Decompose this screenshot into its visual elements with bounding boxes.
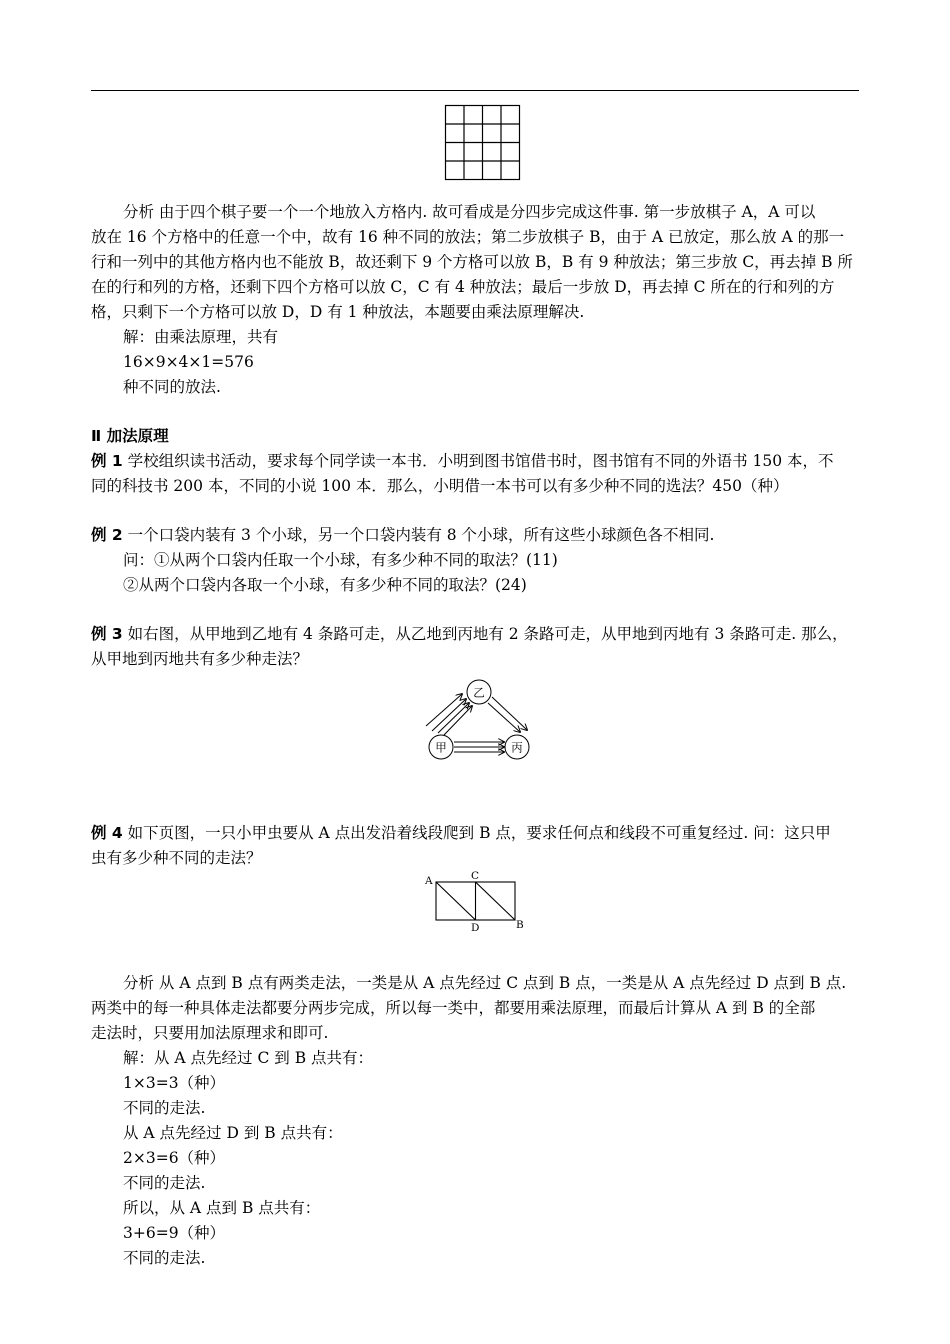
solution-line: 不同的走法. bbox=[123, 1249, 206, 1267]
analysis-line: 放在 16 个方格中的任意一个中，故有 16 种不同的放法；第二步放棋子 B，由于 A 已放定，那么放 A 的那一 bbox=[91, 228, 845, 246]
point-a: A bbox=[425, 875, 433, 887]
point-c: C bbox=[471, 870, 480, 882]
grid-figure bbox=[445, 105, 521, 181]
example-label: 例 4 bbox=[91, 824, 123, 842]
example-2-line: 例 2 一个口袋内装有 3 个小球，另一个口袋内装有 8 个小球，所有这些小球颜色各不相同. bbox=[91, 526, 715, 544]
example-4-line: 虫有多少种不同的走法？ bbox=[91, 849, 262, 867]
analysis-line: 在的行和列的方格，还剩下四个方格可以放 C，C 有 4 种放法；最后一步放 D，再去掉 C 所在的行和列的方 bbox=[91, 278, 835, 296]
section-heading: Ⅱ 加法原理 bbox=[91, 427, 169, 445]
node-yi-label: 乙 bbox=[473, 685, 485, 700]
example-2-question: 问：①从两个口袋内任取一个小球，有多少种不同的取法？(11) bbox=[123, 551, 558, 569]
solution-line: 解：从 A 点先经过 C 到 B 点共有： bbox=[123, 1049, 374, 1067]
example-4-line: 例 4 如下页图，一只小甲虫要从 A 点出发沿着线段爬到 B 点，要求任何点和线段不可重复经过. 问：这只甲 bbox=[91, 824, 831, 842]
beetle-diagram bbox=[420, 868, 530, 934]
example-3-line: 例 3 如右图，从甲地到乙地有 4 条路可走，从乙地到丙地有 2 条路可走，从甲地到丙地有 3 条路可走. 那么， bbox=[91, 625, 848, 643]
solution-line: 种不同的放法. bbox=[123, 378, 221, 396]
analysis-line: 分析 从 A 点到 B 点有两类走法，一类是从 A 点先经过 C 点到 B 点，一类是从 A 点先经过 D 点到 B 点. bbox=[123, 974, 847, 992]
solution-line: 从 A 点先经过 D 到 B 点共有： bbox=[123, 1124, 343, 1142]
node-jia-label: 甲 bbox=[435, 740, 447, 755]
example-1-line: 同的科技书 200 本，不同的小说 100 本．那么，小明借一本书可以有多少种不同的选法？450（种） bbox=[91, 477, 789, 495]
solution-line: 所以，从 A 点到 B 点共有： bbox=[123, 1199, 321, 1217]
example-1-line: 例 1 学校组织读书活动，要求每个同学读一本书．小明到图书馆借书时，图书馆有不同的外语书 150 本，不 bbox=[91, 452, 834, 470]
example-label: 例 2 bbox=[91, 526, 123, 544]
routes-diagram bbox=[420, 675, 540, 765]
analysis-line: 两类中的每一种具体走法都要分两步完成，所以每一类中，都要用乘法原理，而最后计算从 A 到 B 的全部 bbox=[91, 999, 816, 1017]
example-3-line: 从甲地到丙地共有多少种走法？ bbox=[91, 650, 309, 668]
point-d: D bbox=[471, 922, 480, 934]
analysis-line: 行和一列中的其他方格内也不能放 B，故还剩下 9 个方格可以放 B，B 有 9 种放法；第三步放 C，再去掉 B 所 bbox=[91, 253, 853, 271]
solution-line: 解：由乘法原理，共有 bbox=[123, 328, 279, 346]
example-label: 例 1 bbox=[91, 452, 123, 470]
analysis-line: 分析 由于四个棋子要一个一个地放入方格内. 故可看成是分四步完成这件事. 第一步放棋子 A，A 可以 bbox=[123, 203, 816, 221]
example-label: 例 3 bbox=[91, 625, 123, 643]
equation: 3+6=9（种） bbox=[123, 1224, 226, 1242]
analysis-line: 格，只剩下一个方格可以放 D，D 有 1 种放法，本题要由乘法原理解决. bbox=[91, 303, 585, 321]
solution-line: 不同的走法. bbox=[123, 1099, 206, 1117]
equation: 2×3=6（种） bbox=[123, 1149, 226, 1167]
example-2-question: ②从两个口袋内各取一个小球，有多少种不同的取法？(24) bbox=[123, 576, 527, 594]
point-b: B bbox=[516, 919, 524, 931]
analysis-line: 走法时，只要用加法原理求和即可. bbox=[91, 1024, 329, 1042]
solution-line: 不同的走法. bbox=[123, 1174, 206, 1192]
header-rule bbox=[91, 90, 859, 91]
equation: 16×9×4×1=576 bbox=[123, 353, 254, 371]
node-bing-label: 丙 bbox=[511, 740, 523, 755]
equation: 1×3=3（种） bbox=[123, 1074, 226, 1092]
